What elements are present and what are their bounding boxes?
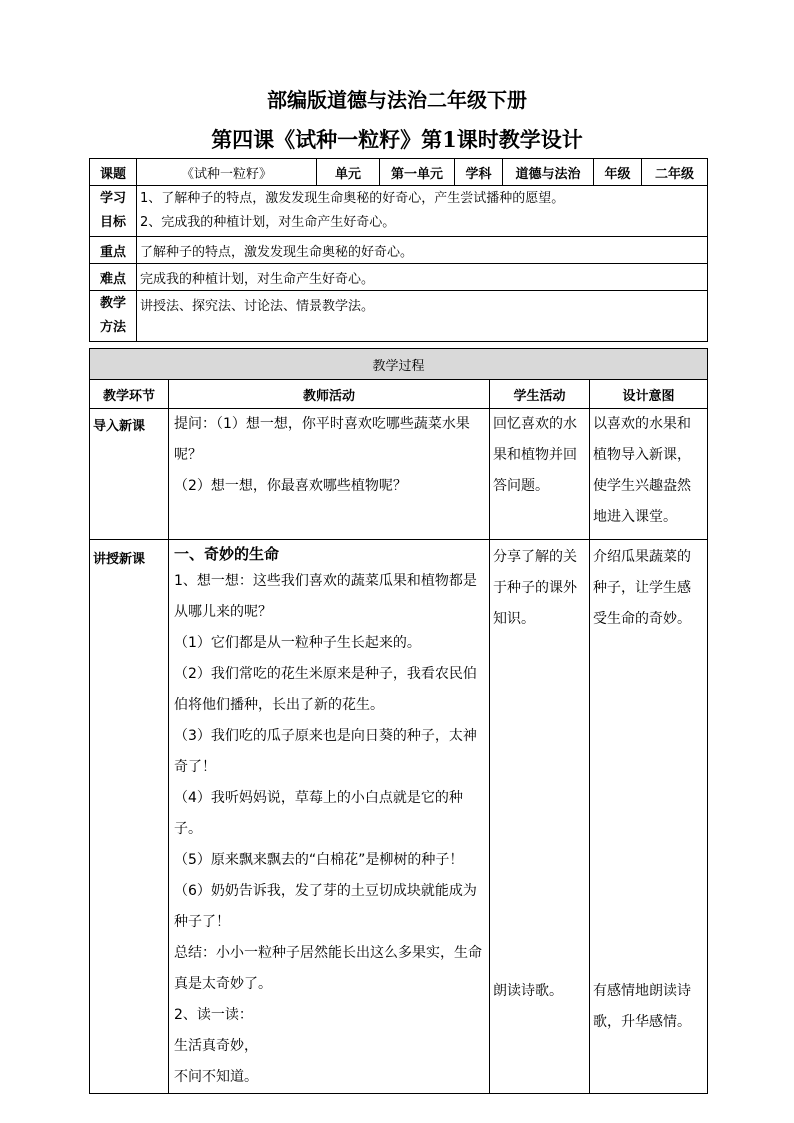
key-value: 了解种子的特点，激发发现生命奥秘的好奇心。 [137, 237, 708, 264]
text-line: 生活真奇妙， [174, 1038, 258, 1054]
method-label-line: 方法 [99, 320, 126, 335]
text-line: 歌，升华感情。 [593, 1014, 691, 1030]
subject-label: 学科 [455, 159, 503, 186]
teacher-activity-teaching [169, 540, 490, 1094]
design-intent-teaching [590, 540, 708, 1094]
text-line: （1）它们都是从一粒种子生长起来的。 [174, 635, 421, 651]
difficult-label: 难点 [90, 264, 137, 291]
document-subtitle: 第四课《试种一粒籽》第1课时教学设计 [211, 127, 583, 152]
teacher-activity-intro [169, 409, 490, 540]
text-line: 呢？ [174, 447, 202, 463]
design-intent-intro [590, 409, 708, 540]
text-line: 从哪儿来的呢？ [174, 604, 272, 620]
text-line: 提问：（1）想一想，你平时喜欢吃哪些蔬菜水果 [174, 416, 470, 432]
unit-value: 第一单元 [380, 159, 455, 186]
section-heading: 一、奇妙的生命 [174, 545, 280, 563]
goals-label [90, 186, 137, 237]
grade-label: 年级 [594, 159, 642, 186]
text-line: 答问题。 [493, 478, 549, 494]
text-line: 2、读一读： [174, 1007, 253, 1023]
text-line: 回忆喜欢的水 [493, 416, 577, 432]
text-line: 奇了！ [174, 759, 216, 775]
text-line: 受生命的奇妙。 [593, 611, 691, 627]
text-line: 以喜欢的水果和 [593, 416, 691, 432]
goals-label-line: 目标 [99, 215, 126, 230]
grade-value: 二年级 [642, 159, 708, 186]
stage-teaching: 讲授新课 [90, 540, 169, 1094]
topic-value: 《试种一粒籽》 [137, 159, 317, 186]
text-line: 不问不知道。 [174, 1069, 258, 1085]
method-label [90, 291, 137, 342]
method-value: 讲授法、探究法、讨论法、情景教学法。 [137, 291, 708, 342]
col-teacher: 教师活动 [169, 380, 490, 409]
document-title: 部编版道德与法治二年级下册 [267, 88, 527, 112]
process-table [89, 348, 708, 1094]
text-line: 种子了！ [174, 914, 230, 930]
text-line: 介绍瓜果蔬菜的 [593, 549, 691, 565]
text-line: 分享了解的关 [493, 549, 577, 565]
goals-label-line: 学习 [99, 191, 126, 206]
topic-label: 课题 [90, 159, 137, 186]
text-line: 种子，让学生感 [593, 580, 691, 596]
method-label-line: 教学 [99, 296, 126, 311]
goal-item: 2、完成我的种植计划，对生命产生好奇心。 [140, 215, 396, 230]
text-line: 于种子的课外 [493, 580, 577, 596]
text-line: 1、想一想：这些我们喜欢的蔬菜瓜果和植物都是 [174, 573, 477, 589]
text-line: 真是太奇妙了。 [174, 976, 272, 992]
text-line: 总结：小小一粒种子居然能长出这么多果实，生命 [174, 945, 482, 961]
stage-intro: 导入新课 [90, 409, 169, 540]
text-line: （6）奶奶告诉我，发了芽的土豆切成块就能成为 [174, 883, 477, 899]
text-line: （5）原来飘来飘去的“白棉花”是柳树的种子！ [174, 852, 464, 868]
text-line: 伯将他们播种，长出了新的花生。 [174, 697, 384, 713]
difficult-value: 完成我的种植计划，对生命产生好奇心。 [137, 264, 708, 291]
text-line: 地进入课堂。 [593, 509, 677, 525]
process-heading: 教学过程 [90, 349, 708, 380]
text-line: （2）想一想，你最喜欢哪些植物呢？ [174, 478, 407, 494]
goal-item: 1、了解种子的特点，激发发现生命奥秘的好奇心，产生尝试播种的愿望。 [140, 191, 565, 206]
text-line: 知识。 [493, 611, 535, 627]
subject-value: 道德与法治 [503, 159, 594, 186]
goals-value [137, 186, 708, 237]
text-line: 使学生兴趣盎然 [593, 478, 691, 494]
text-line: （2）我们常吃的花生米原来是种子，我看农民伯 [174, 666, 477, 682]
student-activity-teaching [490, 540, 590, 1094]
col-student: 学生活动 [490, 380, 590, 409]
info-table [89, 158, 708, 342]
text-line: 朗读诗歌。 [493, 983, 563, 999]
student-activity-intro [490, 409, 590, 540]
key-label: 重点 [90, 237, 137, 264]
col-stage: 教学环节 [90, 380, 169, 409]
text-line: （4）我听妈妈说，草莓上的小白点就是它的种子。 [174, 790, 463, 837]
text-line: （3）我们吃的瓜子原来也是向日葵的种子，太神 [174, 728, 477, 744]
text-line: 植物导入新课， [593, 447, 691, 463]
text-line: 果和植物并回 [493, 447, 577, 463]
col-intent: 设计意图 [590, 380, 708, 409]
text-line: 有感情地朗读诗 [593, 983, 691, 999]
unit-label: 单元 [317, 159, 380, 186]
